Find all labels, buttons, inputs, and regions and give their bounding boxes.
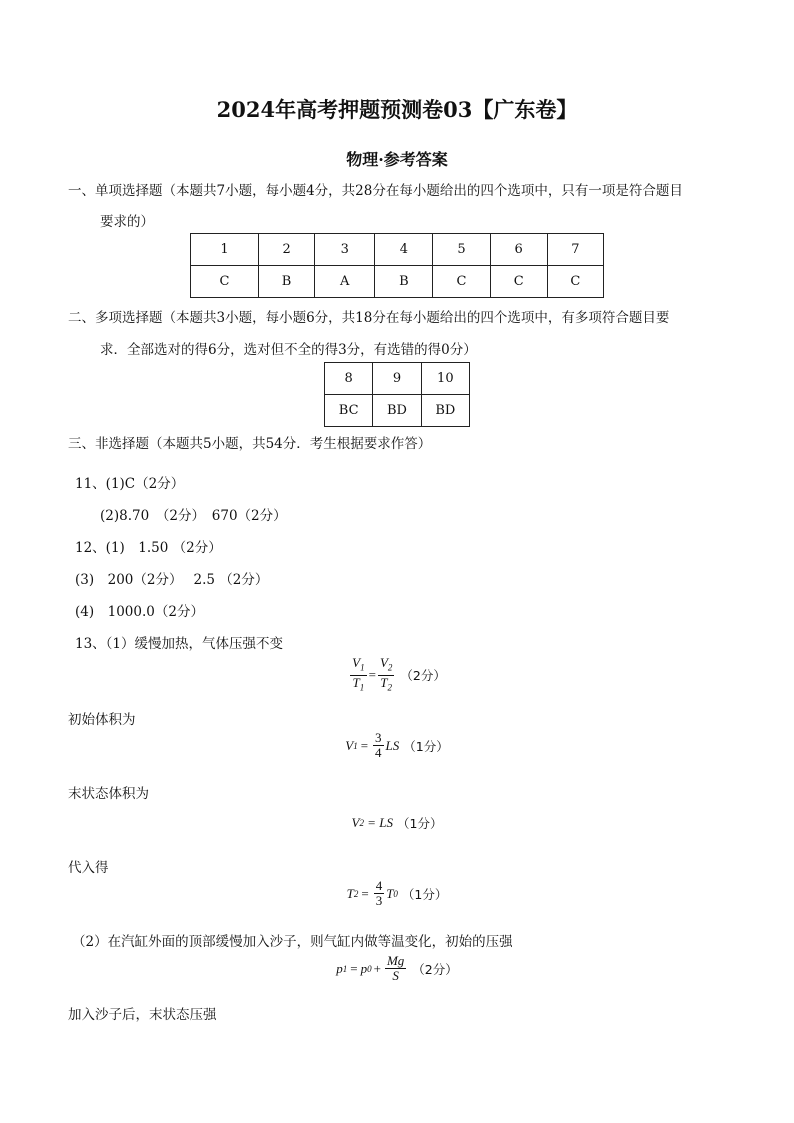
fraction: $\frac{3}{4}$ [375,730,382,760]
table-cell: A [315,266,375,298]
table-cell: C [490,266,547,298]
section2-heading: 二、多项选择题（本题共3小题，每小题6分，共18分在每小题给出的四个选项中，有多项符合题目要 [68,310,670,326]
initial-volume-label: 初始体积为 [68,712,136,728]
q11-part1: 11、(1)C（2分） [75,476,185,492]
section2-heading-cont: 求．全部选对的得6分，选对但不全的得3分，有选错的得0分） [100,342,477,358]
section3-heading: 三、非选择题（本题共5小题，共54分．考生根据要求作答） [68,436,432,452]
table-answer-row [325,395,470,427]
q11-part2: (2)8.70 （2分） 670（2分） [100,508,287,524]
q13-part2: （2）在汽缸外面的顶部缓慢加入沙子，则气缸内做等温变化，初始的压强 [72,934,513,950]
fraction: $\frac{V_2}{T_2}$ [379,655,393,693]
equation-score: （2分） [412,961,458,977]
table-cell: 8 [325,363,373,395]
table-cell: C [433,266,490,298]
table-cell: C [547,266,603,298]
equation-initial-volume: V 1 = $\frac{3}{4}$ LS （1分） [345,730,449,760]
page-title: 2024年高考押题预测卷03【广东卷】 [216,97,578,122]
q12-part4: (4) 1000.0（2分） [75,604,204,620]
table-cell: 3 [315,234,375,266]
table-cell: 1 [191,234,259,266]
table-cell: 10 [421,363,469,395]
q13-part1: 13、（1）缓慢加热，气体压强不变 [75,636,284,652]
table-cell: BC [325,395,373,427]
equation-score: （2分） [400,668,446,684]
final-volume-label: 末状态体积为 [68,786,149,802]
table-cell: 6 [490,234,547,266]
equation-final-temperature: T 2 = $\frac{4}{3}$ T 0 （1分） [346,878,448,908]
q12-part1: 12、(1) 1.50 （2分） [75,540,222,556]
fraction: $\frac{Mg}{S}$ [386,953,405,983]
table-header-row [325,363,470,395]
table-cell: BD [373,395,421,427]
fraction: $\frac{V_1}{T_1}$ [352,655,365,693]
table-answer-row [191,266,604,298]
equation-final-volume: V 2 = LS （1分） [351,815,443,831]
section1-answer-table [190,233,604,298]
table-cell: 5 [433,234,490,266]
q12-part3: (3) 200（2分） 2.5 （2分） [75,572,269,588]
table-cell: B [375,266,433,298]
equation-initial-pressure: p 1 = p 0 + $\frac{Mg}{S}$ （2分） [336,953,458,983]
substitute-label: 代入得 [68,860,109,876]
equation-score: （1分） [403,738,449,754]
section1-heading: 一、单项选择题（本题共7小题，每小题4分，共28分在每小题给出的四个选项中，只有一项是符合题目 [68,183,683,199]
page-subtitle: 物理·参考答案 [346,150,448,169]
equation-score: （1分） [397,816,443,831]
section2-answer-table [324,362,470,427]
table-header-row [191,234,604,266]
after-sand-label: 加入沙子后，末状态压强 [68,1007,217,1023]
table-cell: BD [421,395,469,427]
table-cell: 2 [258,234,314,266]
section1-heading-cont: 要求的） [100,214,154,230]
table-cell: 9 [373,363,421,395]
fraction: $\frac{4}{3}$ [375,878,383,908]
table-cell: 4 [375,234,433,266]
equation-score: （1分） [401,886,448,902]
equation-gas-law: $\frac{V_1}{T_1}$ = $\frac{V_2}{T_2}$ （2分） [352,655,446,693]
table-cell: C [191,266,259,298]
table-cell: B [258,266,314,298]
table-cell: 7 [547,234,603,266]
